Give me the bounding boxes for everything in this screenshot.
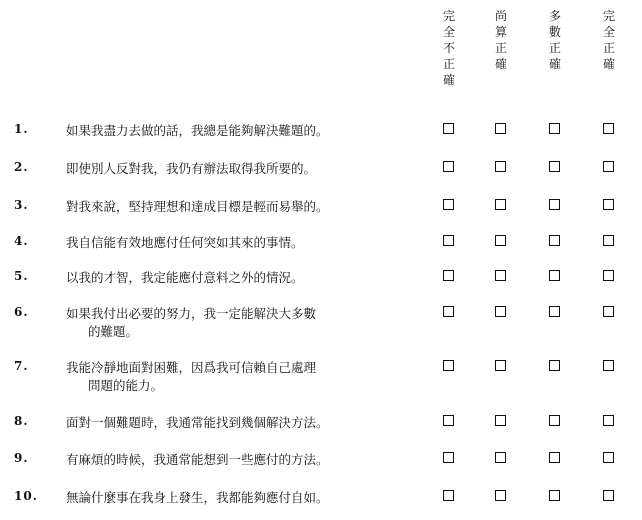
checkbox-not-at-all-true[interactable] (443, 490, 454, 501)
question-text: 有麻煩的時候，我通常能想到一些應付的方法。 (66, 452, 329, 467)
checkbox-not-at-all-true[interactable] (443, 270, 454, 281)
question-row-5 (0, 266, 642, 288)
checkbox-exactly-true[interactable] (603, 270, 614, 281)
question-number: 9. (14, 451, 29, 465)
checkbox-exactly-true[interactable] (603, 360, 614, 371)
checkbox-hardly-true[interactable] (495, 306, 506, 317)
question-number: 4. (14, 234, 29, 248)
question-number: 2. (14, 160, 29, 174)
question-number: 10. (14, 489, 38, 503)
column-header-hardly-true: 尚 算 正 確 (494, 9, 507, 71)
question-text: 對我來說，堅持理想和達成目標是輕而易舉的。 (66, 199, 329, 214)
checkbox-hardly-true[interactable] (495, 199, 506, 210)
checkbox-not-at-all-true[interactable] (443, 306, 454, 317)
checkbox-exactly-true[interactable] (603, 123, 614, 134)
checkbox-moderately-true[interactable] (549, 360, 560, 371)
question-number: 3. (14, 198, 29, 212)
checkbox-exactly-true[interactable] (603, 235, 614, 246)
checkbox-moderately-true[interactable] (549, 235, 560, 246)
question-row-7 (0, 356, 642, 393)
question-text: 面對一個難題時，我通常能找到幾個解決方法。 (66, 415, 329, 430)
question-text: 即使別人反對我，我仍有辦法取得我所要的。 (66, 161, 317, 176)
question-text: 我能冷靜地面對困難，因爲我可信賴自己處理 問題的能力。 (66, 360, 317, 393)
checkbox-exactly-true[interactable] (603, 161, 614, 172)
column-header-exactly-true: 完 全 正 確 (602, 9, 615, 71)
question-number: 6. (14, 305, 29, 319)
checkbox-moderately-true[interactable] (549, 306, 560, 317)
question-row-9 (0, 448, 642, 470)
question-row-4 (0, 231, 642, 253)
checkbox-not-at-all-true[interactable] (443, 235, 454, 246)
checkbox-not-at-all-true[interactable] (443, 452, 454, 463)
checkbox-moderately-true[interactable] (549, 199, 560, 210)
checkbox-moderately-true[interactable] (549, 123, 560, 134)
checkbox-exactly-true[interactable] (603, 452, 614, 463)
question-number: 1. (14, 122, 29, 136)
question-row-2 (0, 157, 642, 179)
checkbox-hardly-true[interactable] (495, 452, 506, 463)
checkbox-moderately-true[interactable] (549, 161, 560, 172)
question-row-6 (0, 302, 642, 339)
question-number: 5. (14, 269, 29, 283)
checkbox-moderately-true[interactable] (549, 415, 560, 426)
checkbox-hardly-true[interactable] (495, 161, 506, 172)
checkbox-moderately-true[interactable] (549, 490, 560, 501)
checkbox-exactly-true[interactable] (603, 415, 614, 426)
checkbox-not-at-all-true[interactable] (443, 123, 454, 134)
checkbox-not-at-all-true[interactable] (443, 161, 454, 172)
column-header-not-at-all-true: 完 全 不 正 確 (442, 9, 455, 87)
checkbox-hardly-true[interactable] (495, 123, 506, 134)
checkbox-exactly-true[interactable] (603, 306, 614, 317)
question-text: 以我的才智，我定能應付意料之外的情況。 (66, 270, 304, 285)
checkbox-not-at-all-true[interactable] (443, 415, 454, 426)
checkbox-moderately-true[interactable] (549, 452, 560, 463)
question-row-3 (0, 195, 642, 217)
checkbox-hardly-true[interactable] (495, 415, 506, 426)
checkbox-not-at-all-true[interactable] (443, 199, 454, 210)
question-row-1 (0, 119, 642, 141)
question-text: 我自信能有效地應付任何突如其來的事情。 (66, 235, 304, 250)
question-number: 7. (14, 359, 29, 373)
question-text: 無論什麼事在我身上發生，我都能夠應付自如。 (66, 490, 329, 505)
checkbox-exactly-true[interactable] (603, 490, 614, 501)
question-row-8 (0, 411, 642, 433)
checkbox-hardly-true[interactable] (495, 490, 506, 501)
checkbox-hardly-true[interactable] (495, 360, 506, 371)
question-number: 8. (14, 414, 29, 428)
column-header-moderately-true: 多 數 正 確 (548, 9, 561, 71)
checkbox-moderately-true[interactable] (549, 270, 560, 281)
checkbox-exactly-true[interactable] (603, 199, 614, 210)
question-row-10 (0, 486, 642, 508)
question-text: 如果我付出必要的努力，我一定能解決大多數 的難題。 (66, 306, 317, 339)
checkbox-hardly-true[interactable] (495, 270, 506, 281)
checkbox-not-at-all-true[interactable] (443, 360, 454, 371)
question-text: 如果我盡力去做的話，我總是能夠解決難題的。 (66, 123, 329, 138)
checkbox-hardly-true[interactable] (495, 235, 506, 246)
